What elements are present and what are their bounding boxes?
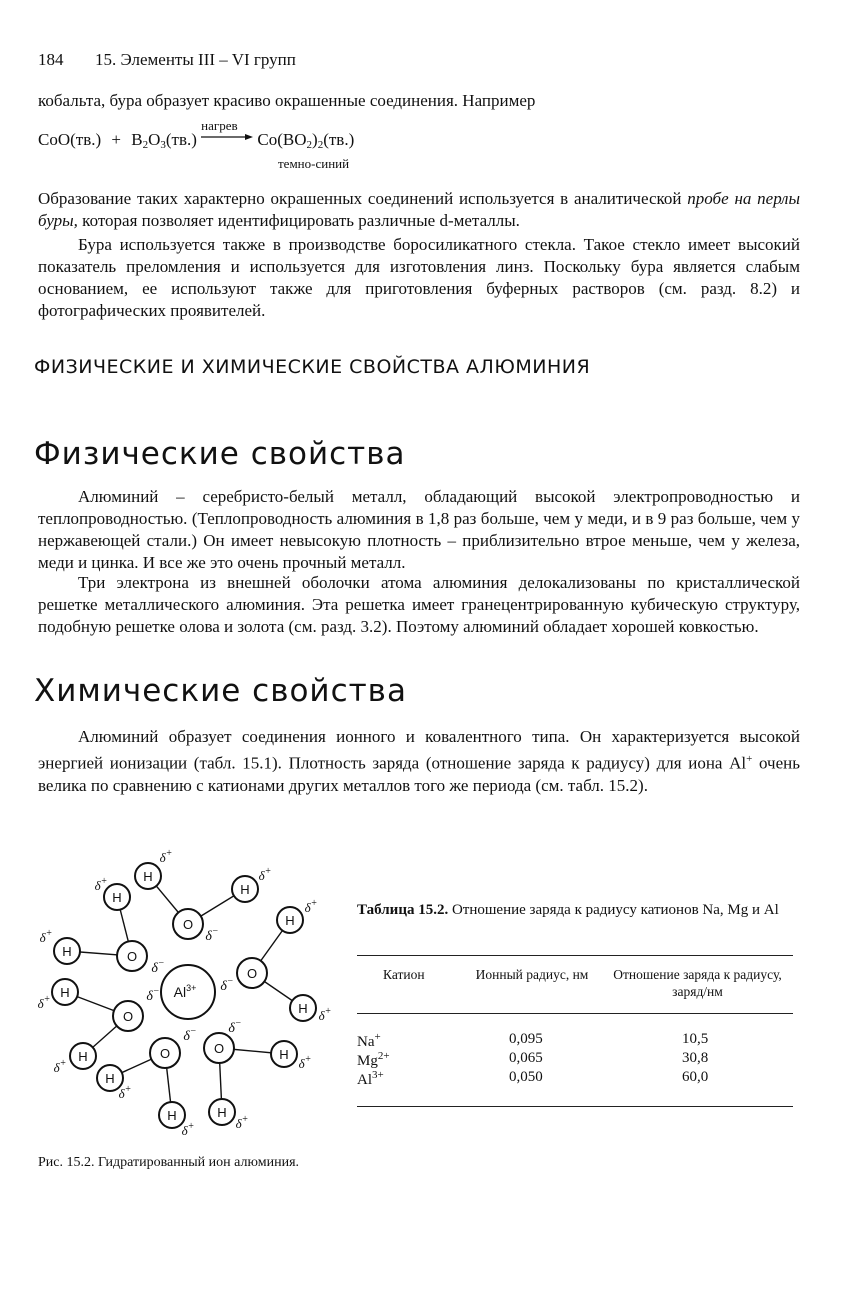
hydrogen-label: H xyxy=(240,882,250,897)
ratio-cell: 10,5 xyxy=(682,1031,709,1047)
ratio-cell: 60,0 xyxy=(682,1069,709,1085)
delta-plus-label: δ+ xyxy=(298,1054,312,1071)
hydrogen-label: H xyxy=(78,1049,88,1064)
delta-plus-label: δ+ xyxy=(118,1084,132,1101)
oxygen-label: O xyxy=(126,949,138,964)
delta-plus-label: δ+ xyxy=(235,1114,249,1131)
column-header-radius: Ионный радиус, нм xyxy=(475,967,589,982)
radius-cell: 0,095 xyxy=(509,1031,543,1047)
table-title: Таблица 15.2. Отношение заряда к радиусу катионов Na, Mg и Al xyxy=(357,902,779,918)
hydrogen-label: H xyxy=(60,985,70,1000)
hydrogen-label: H xyxy=(62,944,72,959)
delta-plus-label: δ+ xyxy=(181,1121,195,1138)
reactant-1: CoO(тв.) xyxy=(38,130,102,149)
delta-minus-label: δ− xyxy=(228,1018,242,1036)
table-rule-middle xyxy=(357,1013,793,1014)
delta-plus-label: δ+ xyxy=(37,994,51,1011)
plus-sign: + xyxy=(111,130,121,149)
hydrogen-label: H xyxy=(143,869,153,884)
chemical-properties-heading: Химические свойства xyxy=(34,673,407,709)
oxygen-label: O xyxy=(159,1046,171,1061)
paragraph-perls: Образование таких характерно окрашенных соединений используется в аналитической пробе на перлы буры, которая позволяет идентифицировать различные d-металлы. xyxy=(38,189,800,230)
column-header-cation: Катион xyxy=(383,967,425,982)
reaction-condition: нагрев xyxy=(201,118,238,133)
hydrogen-label: H xyxy=(217,1105,227,1120)
delta-plus-label: δ+ xyxy=(159,848,173,865)
hydrogen-label: H xyxy=(105,1071,115,1086)
column-header-ratio: Отношение заряда к радиусу, заряд/нм xyxy=(613,967,782,999)
running-header: 15. Элементы III – VI групп xyxy=(95,50,296,69)
cation-cell: Na+ xyxy=(357,1031,381,1050)
hydrogen-label: H xyxy=(285,913,295,928)
table-row xyxy=(357,1050,797,1069)
product: $Co(BO_2)_2(тв.)$ xyxy=(257,130,355,151)
delta-plus-label: δ+ xyxy=(258,866,272,883)
delta-plus-label: δ+ xyxy=(39,928,53,945)
oxygen-label: O xyxy=(246,966,258,981)
oxygen-label: O xyxy=(213,1041,225,1056)
delta-minus-label: δ− xyxy=(183,1026,197,1044)
delta-plus-label: δ+ xyxy=(304,898,318,915)
delta-plus-label: δ+ xyxy=(94,876,108,893)
oxygen-label: O xyxy=(182,917,194,932)
section-title: ФИЗИЧЕСКИЕ И ХИМИЧЕСКИЕ СВОЙСТВА АЛЮМИНИЯ xyxy=(34,356,591,378)
product-note: темно-синий xyxy=(278,156,350,171)
delta-plus-label: δ+ xyxy=(53,1058,67,1075)
ratio-cell: 30,8 xyxy=(682,1050,709,1066)
hydrogen-label: H xyxy=(112,890,122,905)
cation-cell: $Al^{3+}$ xyxy=(357,1069,384,1088)
delta-minus-label: δ− xyxy=(151,958,165,976)
delta-minus-label: δ− xyxy=(220,976,234,994)
table-row xyxy=(357,1031,797,1050)
radius-cell: 0,050 xyxy=(509,1069,543,1085)
hydrogen-label: H xyxy=(279,1047,289,1062)
delta-plus-label: δ+ xyxy=(318,1006,332,1023)
delta-minus-label: δ− xyxy=(205,926,219,944)
hydrogen-label: H xyxy=(167,1108,177,1123)
reactant-2: $B_2O_3(тв.)$ xyxy=(131,130,197,151)
chemical-paragraph: Алюминий образует соединения ионного и ковалентного типа. Он характеризуется высокой энергией ионизации (табл. 15.1). Плотность заряда (отношение заряда к радиусу) для иона Al+ очень велика по сравнению с катионами других металлов того же периода (см. табл. 15.2). xyxy=(38,727,801,795)
paragraph-borax: Бура используется также в производстве боросиликатного стекла. Такое стекло имеет высокий показатель преломления и используется для изготовления линз. Поскольку бура является слабым основанием, ее используют также для приготовления буферных растворов (см. разд. 8.2) и фотографических проявителей. xyxy=(38,235,800,320)
cation-cell: $Mg^{2+}$ xyxy=(357,1050,390,1069)
oxygen-label: O xyxy=(122,1009,134,1024)
physical-paragraph-2: Три электрона из внешней оболочки атома алюминия делокализованы по кристаллической решетке металлического алюминия. Эта решетка имеет гранецентрированную кубическую структуру, подобную решетке олова и золота (см. разд. 3.2). Поэтому алюминий обладает хорошей ковкостью. xyxy=(38,573,800,636)
physical-properties-heading: Физические свойства xyxy=(34,436,406,472)
aluminium-label: $Al^{3+}$ xyxy=(173,983,197,1000)
physical-paragraph-1: Алюминий – серебристо-белый металл, обладающий высокой электропроводностью и теплопроводностью. (Теплопроводность алюминия в 1,8 раз больше, чем у меди, и в 9 раз больше, чем у нержавеющей стали.) Он имеет невысокую плотность – приблизительно втрое меньше, чем у железа, меди и цинка. И все же это очень прочный металл. xyxy=(38,487,800,572)
intro-line: кобальта, бура образует красиво окрашенные соединения. Например xyxy=(38,91,536,110)
figure-caption: Рис. 15.2. Гидратированный ион алюминия. xyxy=(38,1155,300,1170)
table-rule-top xyxy=(357,955,793,956)
table-row xyxy=(357,1069,797,1088)
table-rule-bottom xyxy=(357,1106,793,1107)
page-number: 184 xyxy=(38,50,64,69)
delta-minus-label: δ− xyxy=(146,986,160,1004)
radius-cell: 0,065 xyxy=(509,1050,543,1066)
hydrogen-label: H xyxy=(298,1001,308,1016)
